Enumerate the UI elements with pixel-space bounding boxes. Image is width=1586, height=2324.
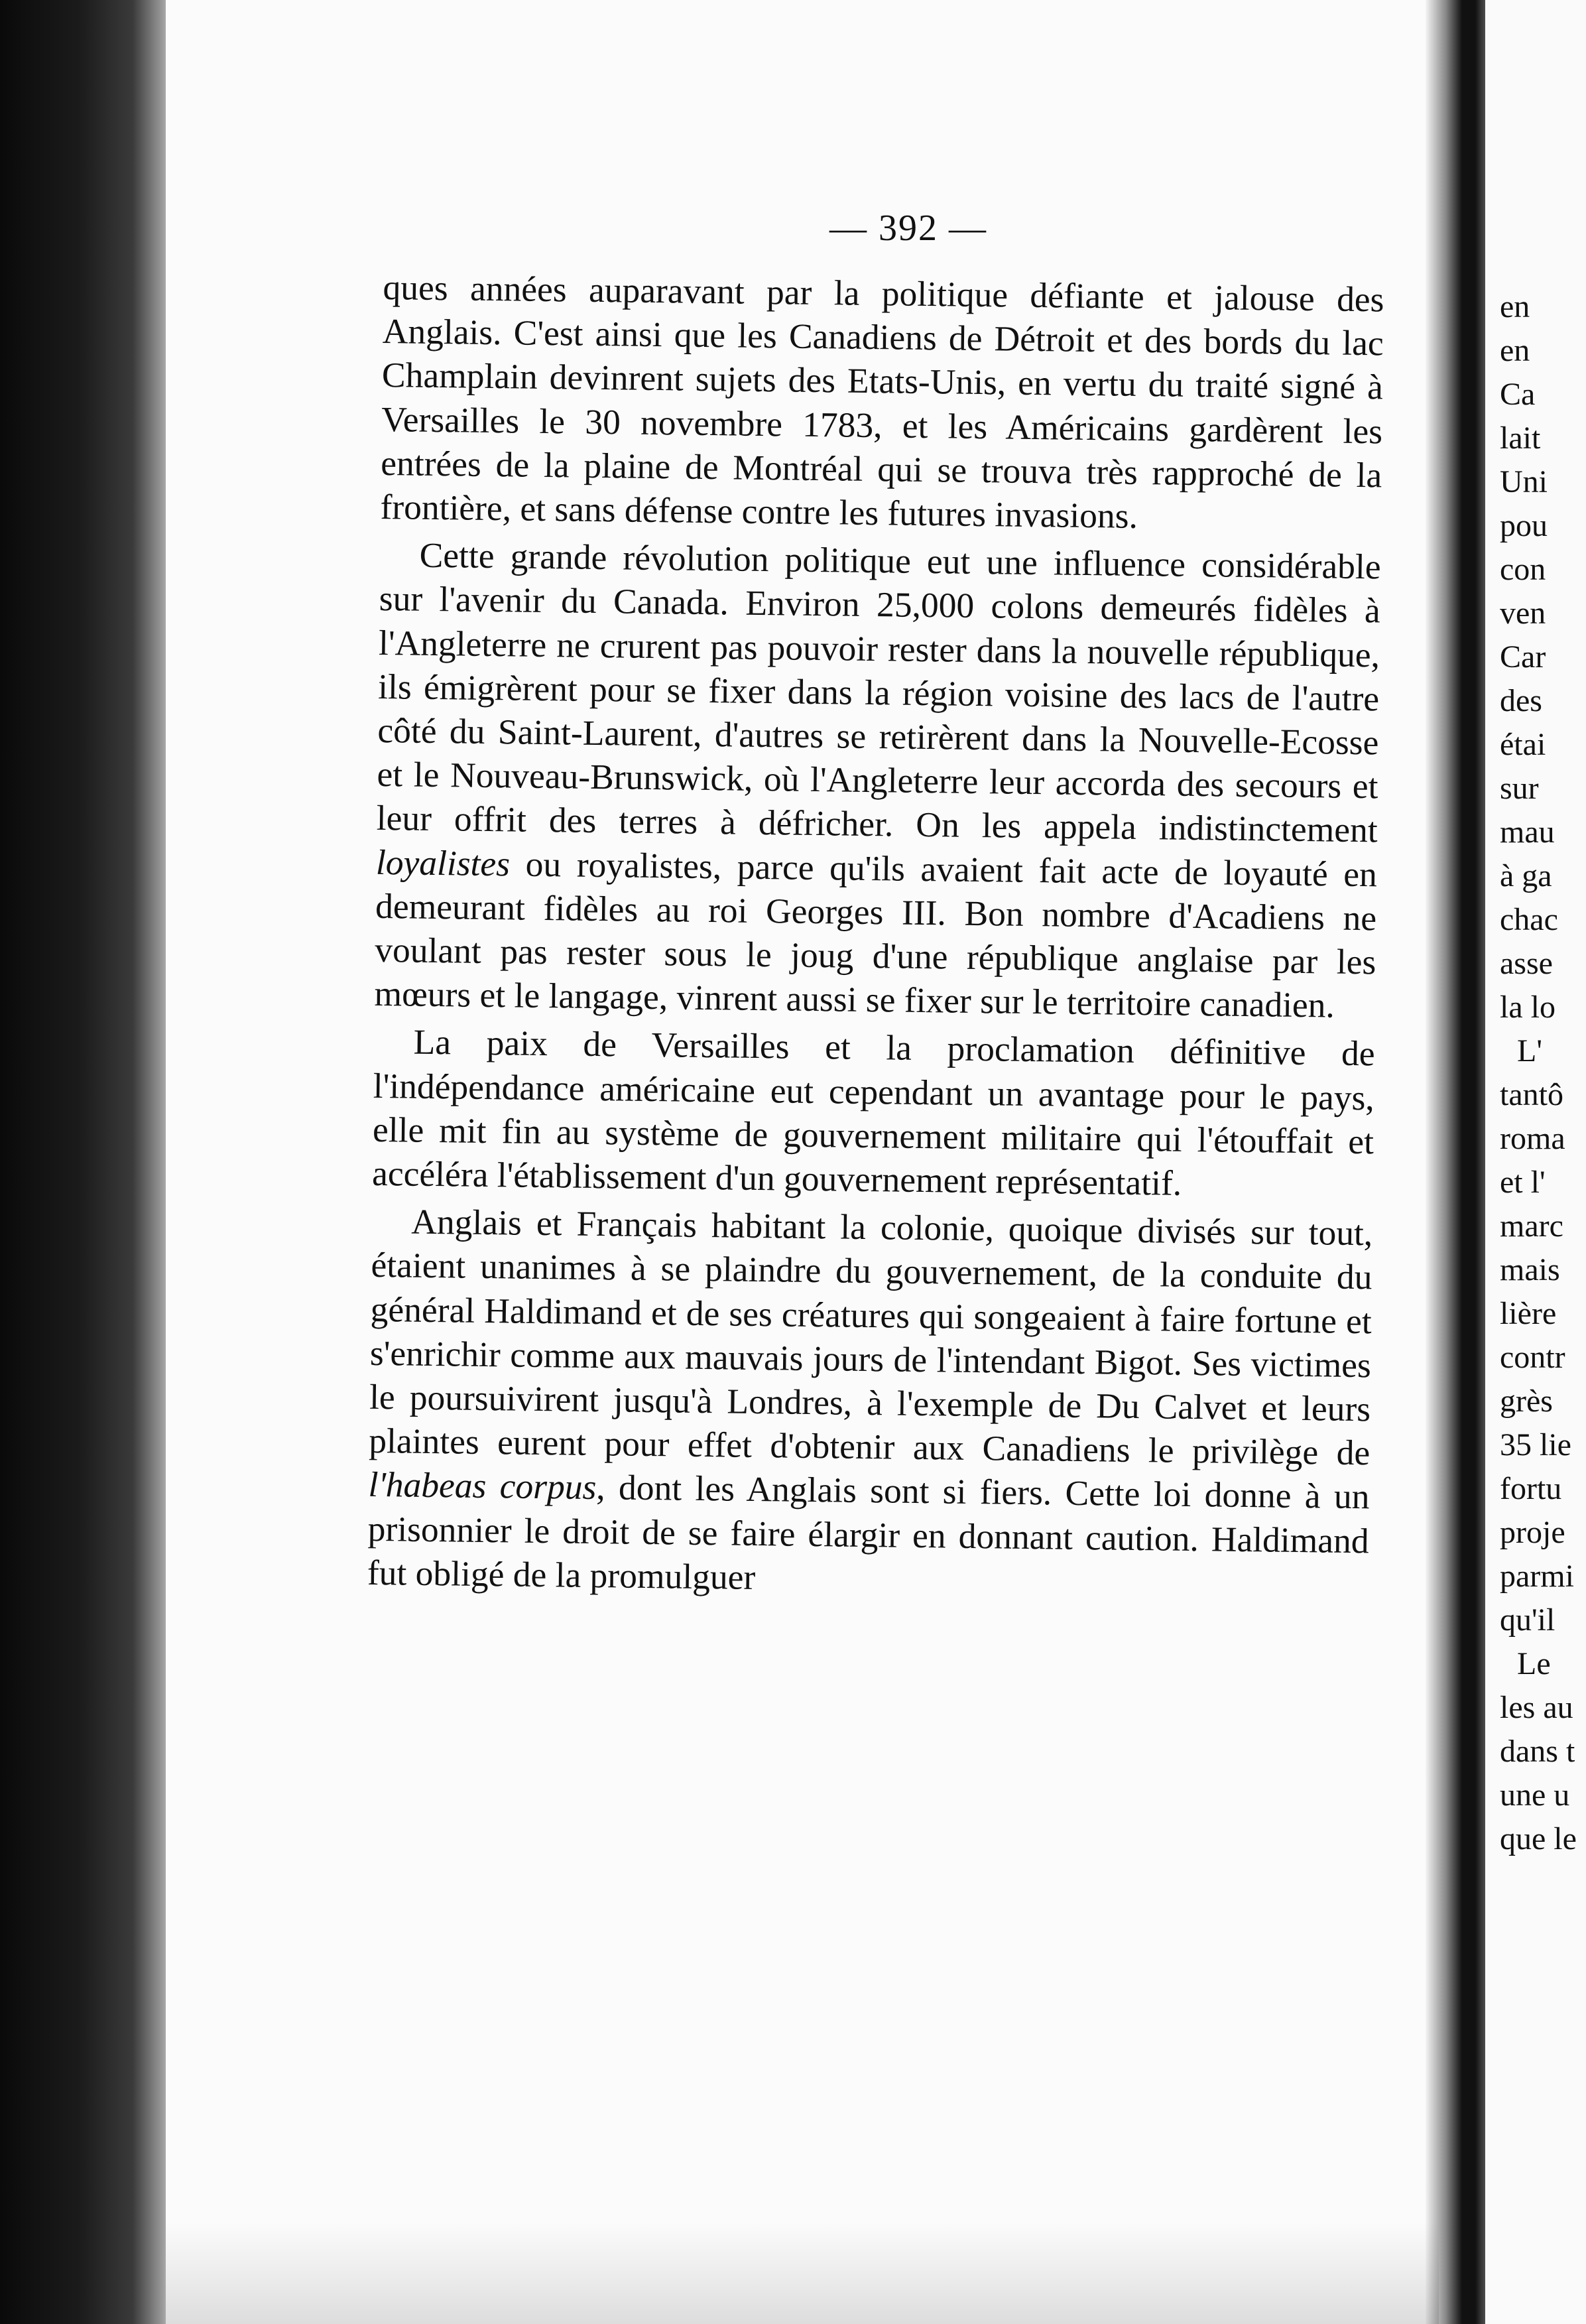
next-page-line: Le <box>1517 1646 1551 1681</box>
next-page-line: ven <box>1500 596 1546 631</box>
next-page-line: 35 lie <box>1500 1427 1571 1462</box>
next-page-line: Ca <box>1500 377 1536 412</box>
next-page-line: que le <box>1500 1821 1577 1856</box>
next-page-line: en <box>1500 333 1530 368</box>
next-page-line: qu'il <box>1500 1602 1555 1638</box>
paragraph-text: , dont les Anglais sont si fiers. Cette loi donne à un prisonnier le droit de se faire élargir en donnant caution. Haldimand fut obligé de la promulguer <box>367 1467 1370 1597</box>
next-page-line: étai <box>1500 727 1546 762</box>
scan-background-left <box>0 0 179 2324</box>
paragraph-text: La paix de Versailles et la proclamation définitive de l'indépendance américaine eut cependant un avantage pour le pays, elle mit fin au système de gouvernement militaire qui l'étouffait et accéléra l'établissement d'un gouvernement représentatif. <box>371 1022 1375 1203</box>
paragraph-text: Anglais et Français habitant la colonie, quoique divisés sur tout, étaient unanimes à se plaindre du gouvernement, de la conduite du général Haldimand et de ses créatures qui songeaient à faire fortune et s'enrichir comme aux mauvais jours de l'intendant Bigot. Ses victimes le poursuivirent jusqu'à Londres, à l'exemple de Du Calvet et leurs plaintes eurent pour effet d'obtenir aux Canadiens le privilège de <box>368 1201 1373 1473</box>
next-page-line: dans t <box>1500 1734 1575 1769</box>
next-page-line: la lo <box>1500 990 1555 1025</box>
next-page-line: sur <box>1500 771 1539 806</box>
next-page-line: proje <box>1500 1515 1565 1550</box>
next-page-line: grès <box>1500 1384 1553 1419</box>
next-page-line: lait <box>1500 420 1541 456</box>
next-page-line: parmi <box>1500 1559 1574 1594</box>
book-gutter <box>1426 0 1492 2324</box>
next-page-line: fortu <box>1500 1471 1562 1506</box>
paragraph-text: Cette grande révolution politique eut une influence considérable sur l'avenir du Canada. Environ 25,000 colons demeurés fidèles à l'Angleterre ne crurent pas pouvoir rester dans la nouvelle république, ils émigrèrent pour se fixer dans la région voisine des lacs de l'autre côté du Saint-Laurent, d'autres se retirèrent dans la Nouvelle-Ecosse et le Nouveau-Brunswick, où l'Angleterre leur accorda des secours et leur offrit des terres à défricher. On les appela indistinctement <box>376 535 1381 850</box>
paragraph <box>367 1199 1373 1606</box>
next-page-line: chac <box>1500 902 1558 937</box>
paragraph <box>380 265 1384 541</box>
paragraph-text: ques années auparavant par la politique défiante et jalouse des Anglais. C'est ainsi que les Canadiens de Détroit et des bords du lac Champlain devinrent sujets des Etats-Unis, en vertu du traité signé à Versailles le 30 novembre 1783, et les Américains gardèrent les entrées de la plaine de Montréal qui se trouva très rapproché de la frontière, et sans défense contre les futures invasions. <box>380 267 1384 536</box>
paragraph <box>374 533 1381 1028</box>
paragraph <box>372 1019 1375 1207</box>
next-page-line: des <box>1500 683 1542 718</box>
italic-term: loyalistes <box>375 842 511 884</box>
next-page-line: et l' <box>1500 1165 1546 1200</box>
next-page-line: contr <box>1500 1340 1565 1375</box>
next-page-line: à ga <box>1500 858 1552 893</box>
next-page-line: mais <box>1500 1252 1560 1287</box>
next-page-line: Car <box>1500 639 1546 675</box>
next-page-line: une u <box>1500 1777 1570 1813</box>
page-bottom-shadow <box>166 2222 1439 2324</box>
next-page-line: Uni <box>1500 464 1548 499</box>
next-page-line: pou <box>1500 508 1548 543</box>
next-page-line: en <box>1500 289 1530 324</box>
page-number: — 392 — <box>829 208 987 249</box>
next-page-text-fragments <box>1500 285 1577 1861</box>
next-page-line: tantô <box>1500 1077 1563 1112</box>
body-text <box>367 265 1384 1610</box>
next-page-line: mau <box>1500 814 1555 850</box>
paragraph-text: ou royalistes, parce qu'ils avaient fait acte de loyauté en demeurant fidèles au roi Georges III. Bon nombre d'Acadiens ne voulant pas rester sous le joug d'une république anglaise par les mœurs et le langage, vinrent aussi se fixer sur le territoire canadien. <box>374 844 1378 1025</box>
next-page-line: les au <box>1500 1690 1573 1725</box>
italic-term: l'habeas corpus <box>368 1464 597 1508</box>
next-page-line: con <box>1500 552 1546 587</box>
next-page-edge <box>1485 0 1586 2324</box>
next-page-line: marc <box>1500 1208 1563 1244</box>
next-page-line: roma <box>1500 1121 1565 1156</box>
next-page-line: lière <box>1500 1296 1557 1331</box>
next-page-line: asse <box>1500 946 1553 981</box>
next-page-line: L' <box>1517 1033 1542 1068</box>
